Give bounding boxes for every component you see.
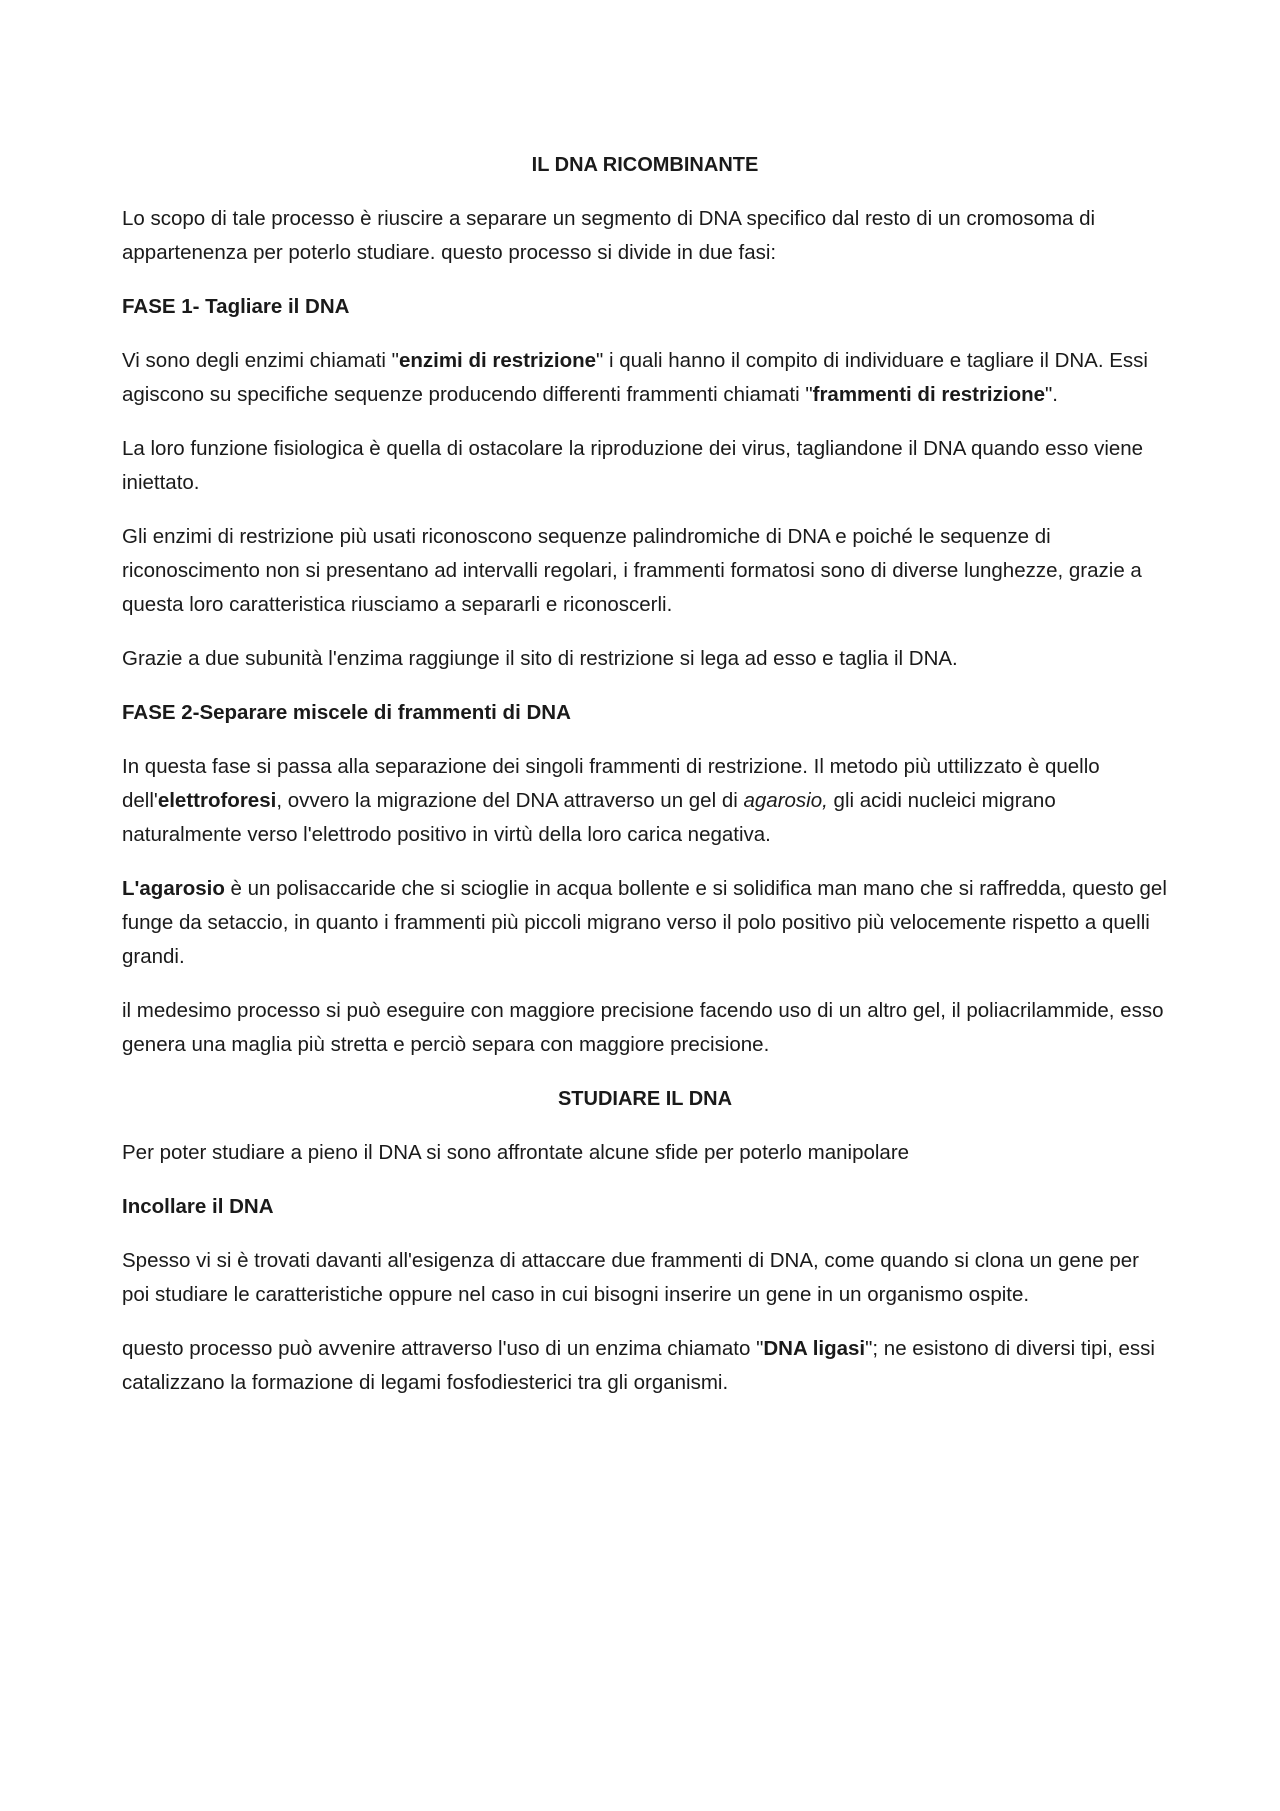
fase1-paragraph-4: Grazie a due subunità l'enzima raggiunge il sito di restrizione si lega ad esso e taglia il DNA. xyxy=(122,647,958,670)
text-segment: gli acidi nucleici migrano naturalmente verso l'elettrodo positivo in virtù della loro carica negativa. xyxy=(122,789,1056,846)
fase1-heading: FASE 1- Tagliare il DNA xyxy=(122,295,350,318)
text-segment: In questa fase si passa alla separazione dei singoli frammenti di restrizione. Il metodo più uttilizzato è quello dell' xyxy=(122,755,1100,812)
fase2-paragraph-3: il medesimo processo si può eseguire con maggiore precisione facendo uso di un altro gel, il poliacrilammide, esso genera una maglia più stretta e perciò separa con maggiore precisione. xyxy=(122,999,1164,1056)
document-title: IL DNA RICOMBINANTE xyxy=(531,154,759,176)
text-segment: ". xyxy=(1045,383,1058,406)
italic-term-agarosio: agarosio, xyxy=(743,789,828,812)
incollare-paragraph-1: Spesso vi si è trovati davanti all'esigenza di attaccare due frammenti di DNA, come quando si clona un gene per poi studiare le caratteristiche oppure nel caso in cui bisogni inserire un gene in un organismo ospite. xyxy=(122,1249,1139,1306)
text-segment: " i quali hanno il compito di individuare e tagliare il DNA. Essi agiscono su specifiche sequenze producendo differenti frammenti chiamati " xyxy=(122,349,1148,406)
bold-term-elettroforesi: elettroforesi xyxy=(157,789,277,812)
incollare-heading: Incollare il DNA xyxy=(122,1195,274,1218)
fase1-paragraph-1 xyxy=(122,344,1168,412)
fase2-paragraph-2 xyxy=(122,872,1168,974)
text-segment: Vi sono degli enzimi chiamati " xyxy=(122,349,399,372)
bold-term-dna-ligasi: DNA ligasi xyxy=(763,1337,866,1360)
bold-term-agarosio: L'agarosio xyxy=(122,877,225,900)
studiare-title: STUDIARE IL DNA xyxy=(557,1088,733,1110)
fase2-paragraph-1 xyxy=(122,750,1168,852)
fase2-heading: FASE 2-Separare miscele di frammenti di DNA xyxy=(122,701,571,724)
text-segment: è un polisaccaride che si scioglie in acqua bollente e si solidifica man mano che si raffredda, questo gel funge da setaccio, in quanto i frammenti più piccoli migrano verso il polo positivo più velocemente rispetto a quelli grandi. xyxy=(122,877,1167,968)
fase1-paragraph-2: La loro funzione fisiologica è quella di ostacolare la riproduzione dei virus, tagliandone il DNA quando esso viene iniettato. xyxy=(122,437,1144,494)
bold-term-enzimi: enzimi di restrizione xyxy=(398,349,597,372)
bold-term-frammenti: frammenti di restrizione xyxy=(812,383,1046,406)
text-segment: , ovvero la migrazione del DNA attraverso un gel di xyxy=(276,789,744,812)
incollare-paragraph-2 xyxy=(122,1332,1168,1400)
intro-paragraph: Lo scopo di tale processo è riuscire a separare un segmento di DNA specifico dal resto di un cromosoma di appartenenza per poterlo studiare. questo processo si divide in due fasi: xyxy=(122,207,1096,264)
text-segment: "; ne esistono di diversi tipi, essi catalizzano la formazione di legami fosfodiesterici tra gli organismi. xyxy=(122,1337,1155,1394)
fase1-paragraph-3: Gli enzimi di restrizione più usati riconoscono sequenze palindromiche di DNA e poiché le sequenze di riconoscimento non si presentano ad intervalli regolari, i frammenti formatosi sono di diverse lunghezze, grazie a questa loro caratteristica riusciamo a separarli e riconoscerli. xyxy=(122,525,1142,616)
studiare-intro: Per poter studiare a pieno il DNA si sono affrontate alcune sfide per poterlo manipolare xyxy=(122,1141,910,1164)
text-segment: questo processo può avvenire attraverso l'uso di un enzima chiamato " xyxy=(122,1337,764,1360)
